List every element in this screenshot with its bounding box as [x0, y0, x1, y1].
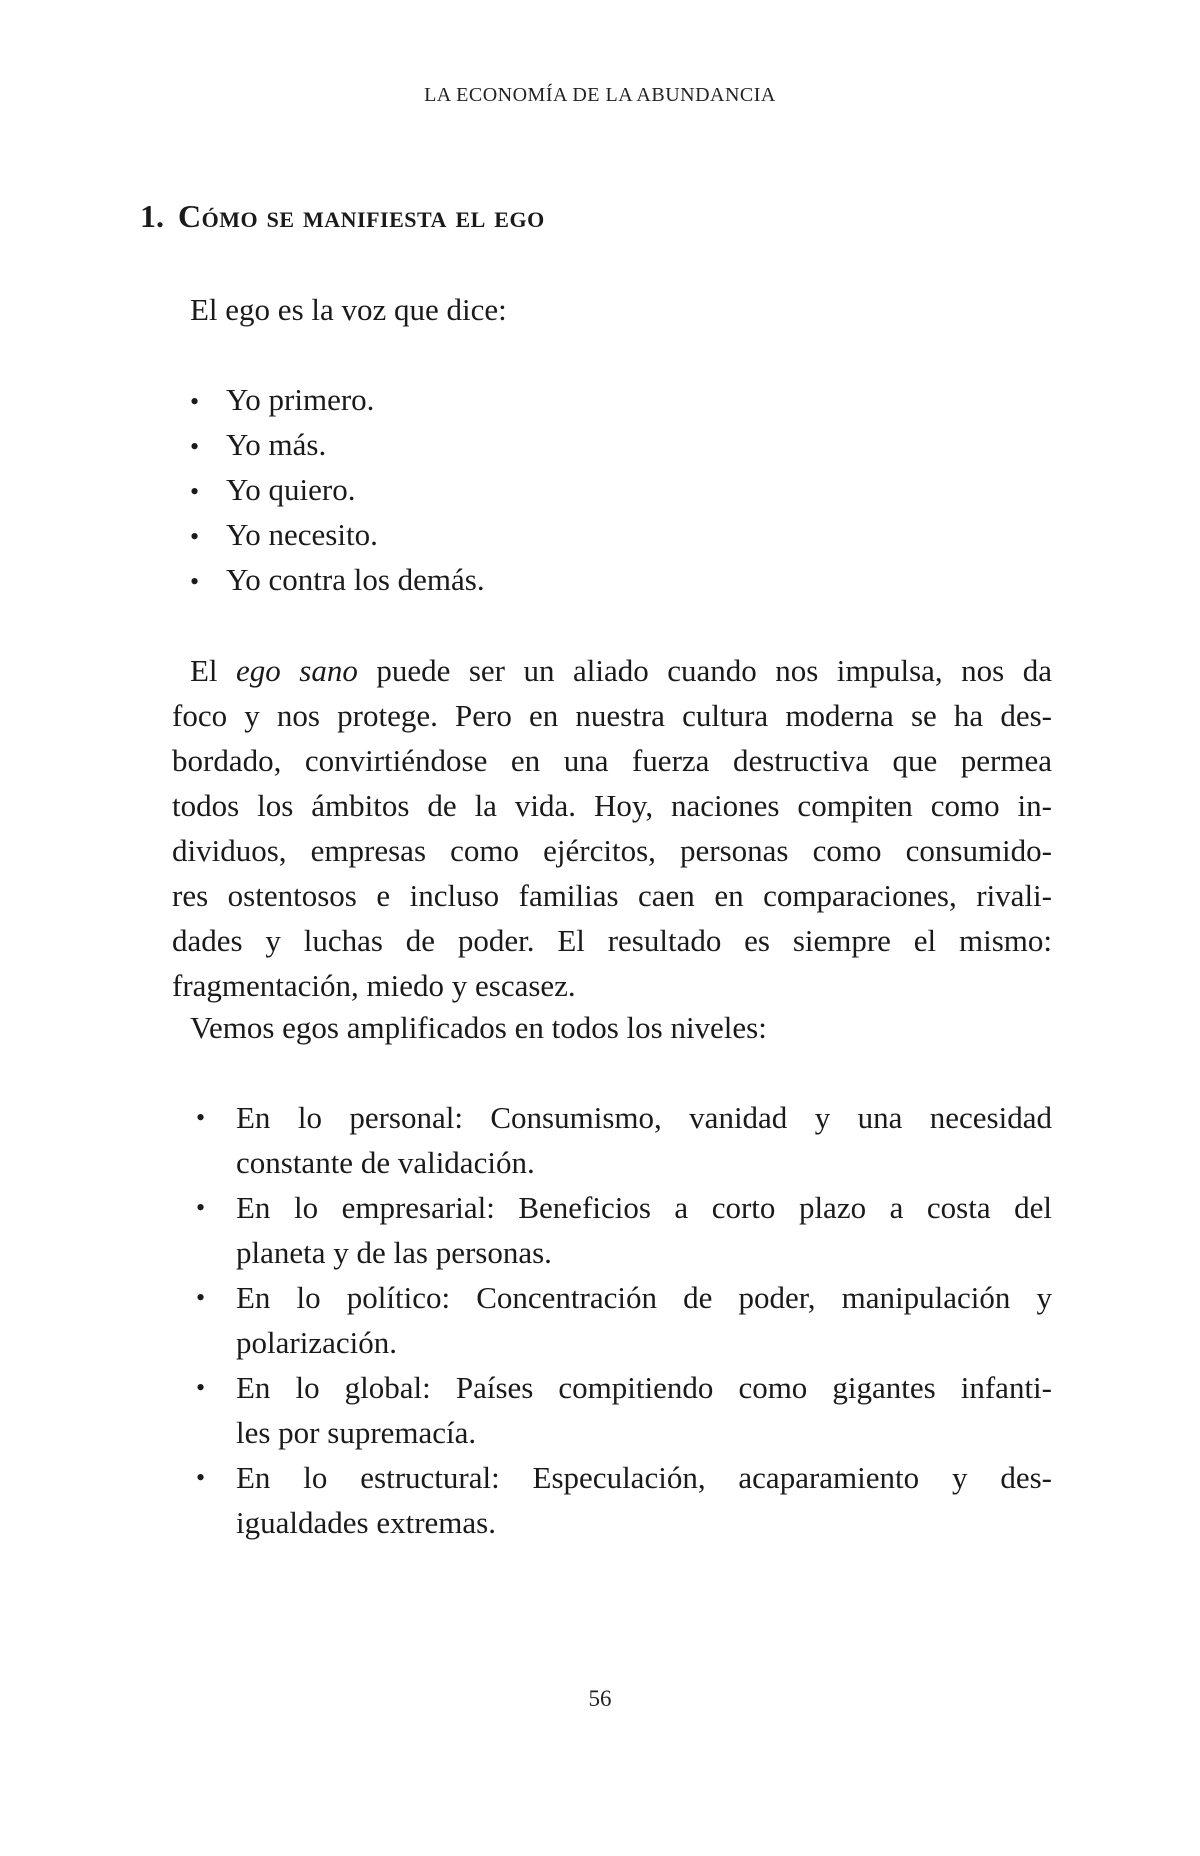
section-heading: [140, 198, 545, 235]
paragraph-line: todos los ámbitos de la vida. Hoy, naciones compiten como in-: [172, 788, 1052, 823]
paragraph-text: puede ser un aliado cuando nos impulsa, nos da: [357, 653, 1052, 688]
levels-intro: Vemos egos amplificados en todos los niveles:: [190, 1010, 767, 1045]
running-head: LA ECONOMÍA DE LA ABUNDANCIA: [424, 84, 776, 106]
list-item: [172, 1095, 1052, 1185]
list-item: [172, 1365, 1052, 1455]
section-title: Cómo se manifiesta el ego: [178, 198, 545, 234]
section-number: 1.: [140, 198, 164, 234]
list-item-line: En lo empresarial: Beneficios a corto plazo a costa del: [236, 1190, 1052, 1225]
bullet-icon: •: [196, 1103, 206, 1132]
paragraph-line: dividuos, empresas como ejércitos, personas como consumido-: [172, 833, 1052, 868]
list-item: [172, 1185, 1052, 1275]
list-item: [190, 377, 485, 422]
list-item-line: En lo estructural: Especulación, acaparamiento y des-: [236, 1460, 1052, 1495]
paragraph-line: bordado, convirtiéndose en una fuerza destructiva que permea: [172, 743, 1052, 778]
list-item-text: Yo quiero.: [226, 472, 356, 507]
bullet-icon: •: [196, 1373, 206, 1402]
list-item-text: Yo necesito.: [226, 517, 378, 552]
list-item: [190, 422, 485, 467]
paragraph-line: fragmentación, miedo y escasez.: [172, 968, 576, 1003]
list-item-line: planeta y de las personas.: [236, 1235, 552, 1270]
list-item: [190, 467, 485, 512]
page-number: 56: [588, 1686, 612, 1711]
list-item-line: les por supremacía.: [236, 1415, 477, 1450]
paragraph-line: res ostentosos e incluso familias caen en comparaciones, rivali-: [172, 878, 1052, 913]
list-item-line: constante de validación.: [236, 1145, 535, 1180]
paragraph-line: dades y luchas de poder. El resultado es siempre el mismo:: [172, 923, 1052, 958]
list-item: [190, 512, 485, 557]
bullet-icon: •: [196, 1463, 206, 1492]
bullet-icon: •: [196, 1283, 206, 1312]
bullet-icon: •: [190, 387, 200, 416]
list-item-line: En lo global: Países compitiendo como gigantes infanti-: [236, 1370, 1052, 1405]
paragraph-line: foco y nos protege. Pero en nuestra cultura moderna se ha des-: [172, 698, 1052, 733]
intro-text: El ego es la voz que dice:: [190, 292, 507, 327]
list-item-line: En lo político: Concentración de poder, manipulación y: [236, 1280, 1052, 1315]
ego-voice-list: [190, 377, 485, 602]
list-item: [190, 557, 485, 602]
list-item-text: Yo contra los demás.: [226, 562, 485, 597]
list-item-line: En lo personal: Consumismo, vanidad y una necesidad: [236, 1100, 1052, 1135]
list-item-text: Yo primero.: [226, 382, 375, 417]
paragraph-line: [172, 648, 1052, 693]
paragraph-text: El: [190, 653, 237, 688]
bullet-icon: •: [190, 522, 200, 551]
list-item-line: polarización.: [236, 1325, 397, 1360]
list-item: [172, 1455, 1052, 1545]
list-item: [172, 1275, 1052, 1365]
bullet-icon: •: [196, 1193, 206, 1222]
bullet-icon: •: [190, 432, 200, 461]
list-item-text: Yo más.: [226, 427, 327, 462]
ego-levels-list: [172, 1095, 1052, 1545]
bullet-icon: •: [190, 477, 200, 506]
bullet-icon: •: [190, 567, 200, 596]
emphasis-text: ego sano: [236, 653, 358, 688]
list-item-line: igualdades extremas.: [236, 1505, 496, 1540]
body-paragraph: [172, 648, 1052, 1008]
